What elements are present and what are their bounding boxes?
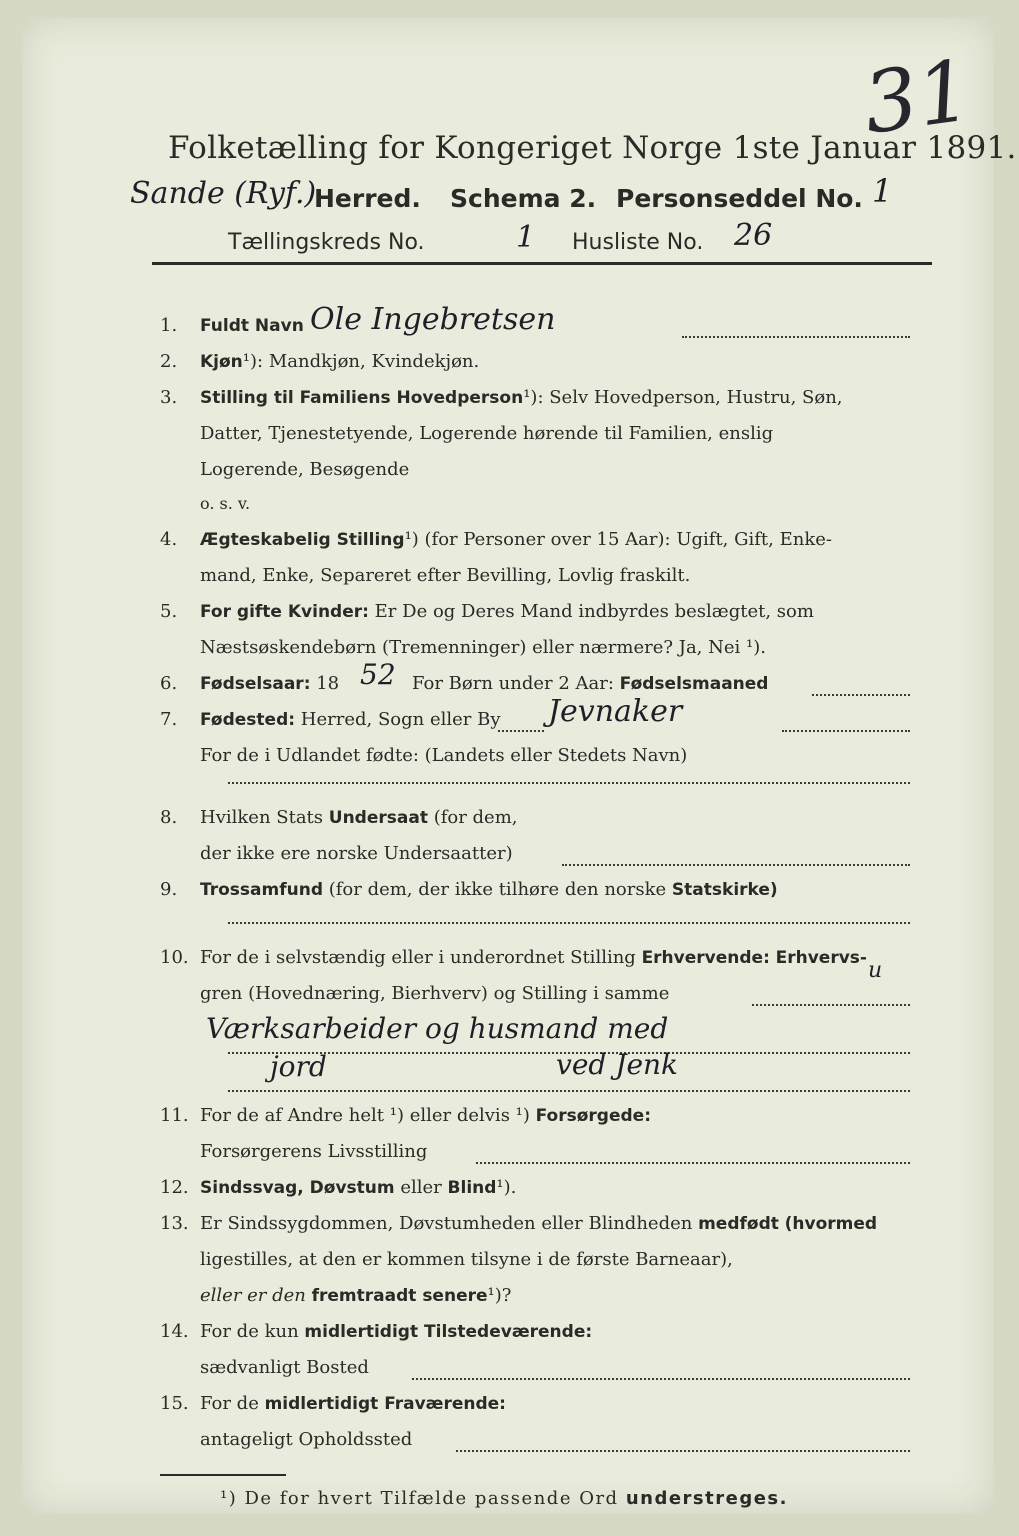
personseddel-label: Personseddel No. [616, 184, 863, 213]
item-14: 14. For de kun midlertidigt Tilstedeværende: [160, 1321, 593, 1342]
item-2: 2. Kjøn¹): Mandkjøn, Kvindekjøn. [160, 351, 480, 372]
item-12: 12. Sindssvag, Døvstum eller Blind¹). [160, 1177, 517, 1198]
item-6: 6. Fødselsaar: 18 [160, 673, 340, 694]
footnote: ¹) De for hvert Tilfælde passende Ord understreges. [220, 1488, 788, 1509]
item-3-line-4: o. s. v. [200, 494, 251, 513]
full-name-value: Ole Ingebretsen [310, 302, 556, 337]
item-15-line-2: antageligt Opholdssted [200, 1429, 413, 1450]
handwritten-sheet-number: 31 [857, 41, 978, 153]
occupation-value-1: Værksarbeider og husmand med [206, 1012, 669, 1045]
item-15: 15. For de midlertidigt Fraværende: [160, 1393, 506, 1414]
item-5: 5. For gifte Kvinder: Er De og Deres Mand indbyrdes beslægtet, som [160, 601, 814, 622]
herred-label: Herred. [314, 184, 421, 213]
item-4: 4. Ægteskabelig Stilling¹) (for Personer over 15 Aar): Ugift, Gift, Enke- [160, 529, 832, 550]
item-3-line-2: Datter, Tjenestetyende, Logerende hørende til Familien, enslig [200, 423, 774, 444]
census-sheet [22, 18, 1017, 1514]
occupation-value-2: jord [270, 1050, 327, 1083]
kreds-label: Tællingskreds No. [228, 230, 425, 255]
item-11: 11. For de af Andre helt ¹) eller delvis ¹) Forsørgede: [160, 1105, 651, 1126]
item-13-line-3: eller er den fremtraadt senere¹)? [200, 1285, 512, 1306]
personseddel-value: 1 [872, 172, 893, 210]
husliste-value: 26 [734, 218, 773, 253]
item-11-line-2: Forsørgerens Livsstilling [200, 1141, 428, 1162]
item-4-line-2: mand, Enke, Separeret efter Bevilling, Lovlig fraskilt. [200, 565, 691, 586]
herred-handwritten: Sande (Ryf.) [130, 176, 317, 211]
item-6-part-2: For Børn under 2 Aar: Fødselsmaaned [412, 673, 769, 694]
birth-year-value: 52 [360, 658, 396, 691]
occupation-value-3: ved Jenk [556, 1048, 679, 1081]
item-10-line-2: gren (Hovednæring, Bierhverv) og Stilling i samme [200, 983, 670, 1004]
item-8: 8. Hvilken Stats Undersaat (for dem, [160, 807, 518, 828]
footnote-rule [160, 1474, 286, 1476]
item-5-line-2: Næstsøskendebørn (Tremenninger) eller nærmere? Ja, Nei ¹). [200, 637, 766, 658]
item-1: 1. Fuldt Navn [160, 315, 304, 336]
item-3: 3. Stilling til Familiens Hovedperson¹): Selv Hovedperson, Hustru, Søn, [160, 387, 843, 408]
occupation-correction-mark: u [868, 958, 883, 983]
item-7: 7. Fødested: Herred, Sogn eller By [160, 709, 501, 730]
kreds-value: 1 [516, 220, 536, 255]
item-13-line-2: ligestilles, at den er kommen tilsyne i de første Barneaar), [200, 1249, 733, 1270]
item-8-line-2: der ikke ere norske Undersaatter) [200, 843, 513, 864]
item-14-line-2: sædvanligt Bosted [200, 1357, 369, 1378]
item-10: 10. For de i selvstændig eller i underordnet Stilling Erhvervende: Erhvervs- [160, 947, 867, 968]
birthplace-value: Jevnaker [548, 694, 683, 729]
item-3-line-3: Logerende, Besøgende [200, 459, 410, 480]
item-13: 13. Er Sindssygdommen, Døvstumheden eller Blindheden medfødt (hvormed [160, 1213, 878, 1234]
item-9: 9. Trossamfund (for dem, der ikke tilhøre den norske Statskirke) [160, 879, 778, 900]
item-7-line-2: For de i Udlandet fødte: (Landets eller Stedets Navn) [200, 745, 688, 766]
schema-label: Schema 2. [450, 184, 597, 213]
husliste-label: Husliste No. [572, 230, 704, 255]
page-title: Folketælling for Kongeriget Norge 1ste Januar 1891. [168, 130, 1017, 166]
header-rule [152, 262, 932, 265]
